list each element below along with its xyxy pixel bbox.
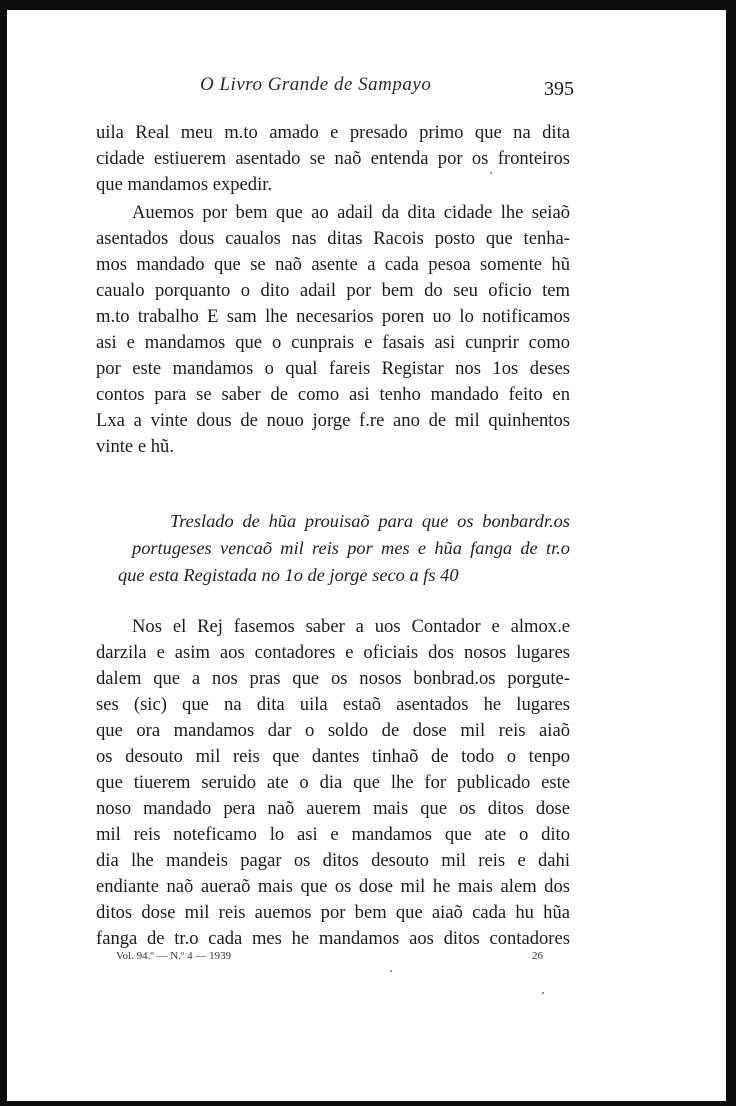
text-line: que ora mandamos dar o soldo de dose mil reis aiaõ xyxy=(96,720,570,741)
heading-line: Treslado de hũa prouisaõ para que os bonbardr.os xyxy=(170,511,570,531)
text-line: ditos dose mil reis auemos por bem que aiaõ cada hu hũa xyxy=(96,902,570,923)
heading-line: que esta Registada no 1o de jorge seco a fs 40 xyxy=(118,565,459,585)
text-line: dalem que a nos pras que os nosos bonbrad.os porgute- xyxy=(96,668,570,689)
paper-speck xyxy=(542,992,544,994)
text-line: uila Real meu m.to amado e presado primo que na dita xyxy=(96,122,570,143)
text-line: noso mandado pera naõ auerem mais que os ditos dose xyxy=(96,798,570,819)
page-number: 395 xyxy=(544,78,574,100)
scan-border-right xyxy=(726,0,736,1106)
text-line: mil reis noteficamo lo asi e mandamos que ate o dito xyxy=(96,824,570,845)
text-line: asentados dous caualos nas ditas Racois posto que tenha- xyxy=(96,228,570,249)
text-line: dia lhe mandeis pagar os ditos desouto mil reis e dahi xyxy=(96,850,570,871)
text-line: caualo porquanto o dito adail por bem do seu oficio tem xyxy=(96,280,570,301)
text-line: por este mandamos o qual fareis Registar nos 1os deses xyxy=(96,358,570,379)
scan-border-left xyxy=(0,0,7,1106)
text-line: m.to trabalho E sam lhe necesarios poren uo lo notificamos xyxy=(96,306,570,327)
text-line: asi e mandamos que o cunprais e fasais asi cunprir como xyxy=(96,332,570,353)
text-line: cidade estiuerem asentado se naõ entenda por os fronteiros xyxy=(96,148,570,169)
text-line: contos para se saber de como asi tenho mandado feito en xyxy=(96,384,570,405)
text-line: que mandamos expedir. xyxy=(96,174,273,195)
running-title: O Livro Grande de Sampayo xyxy=(200,74,432,95)
text-line: que tiuerem seruido ate o dia que lhe for publicado este xyxy=(96,772,570,793)
text-line: ses (sic) que na dita uila estaõ asentados he lugares xyxy=(96,694,570,715)
text-line: endiante naõ aueraõ mais que os dose mil he mais alem dos xyxy=(96,876,570,897)
text-line: Auemos por bem que ao adail da dita cidade lhe seiaõ xyxy=(132,202,570,223)
signature-mark: 26 xyxy=(532,950,543,962)
text-line: vinte e hũ. xyxy=(96,436,174,457)
text-line: mos mandado que se naõ asente a cada pesoa somente hũ xyxy=(96,254,570,275)
book-page xyxy=(96,0,574,1106)
text-line: os desouto mil reis que dantes tinhaõ de todo o tenpo xyxy=(96,746,570,767)
text-line: Nos el Rej fasemos saber a uos Contador e almox.e xyxy=(132,616,570,637)
paper-speck xyxy=(390,970,392,972)
volume-footer: Vol. 94.º — N.º 4 — 1939 xyxy=(116,950,232,962)
text-line: darzila e asim aos contadores e oficiais dos nosos lugares xyxy=(96,642,570,663)
text-line: Lxa a vinte dous de nouo jorge f.re ano de mil quinhentos xyxy=(96,410,570,431)
heading-line: portugeses vencaõ mil reis por mes e hũa fanga de tr.o xyxy=(132,538,570,558)
paper-speck xyxy=(490,172,492,174)
text-line: fanga de tr.o cada mes he mandamos aos ditos contadores xyxy=(96,928,570,949)
